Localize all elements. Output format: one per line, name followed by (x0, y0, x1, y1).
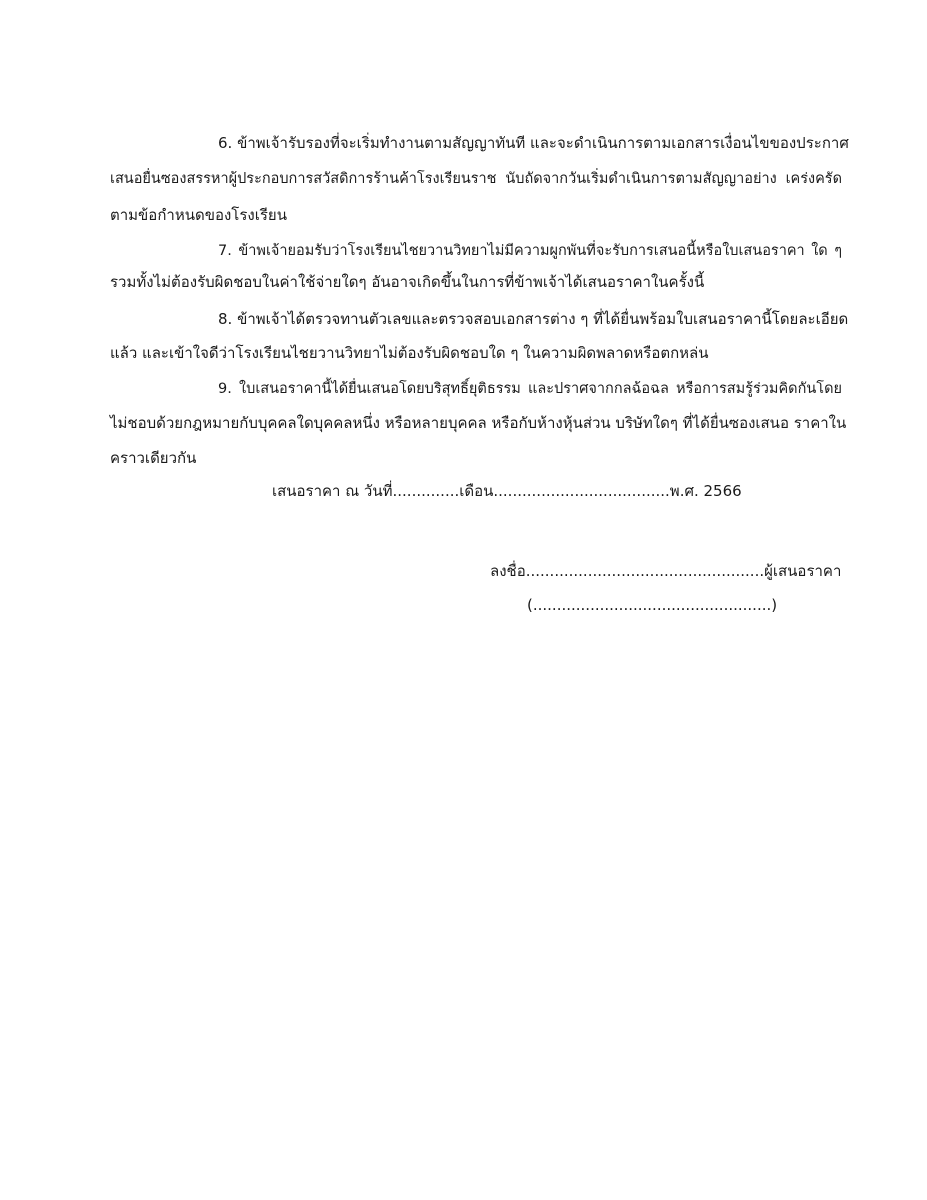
signature-line: ลงชื่อ..................................................ผู้เสนอราคา (490, 562, 842, 580)
item-6-line-3: ตามข้อกำหนดของโรงเรียน (110, 206, 287, 224)
item-6-line-1: 6. ข้าพเจ้ารับรองที่จะเริ่มทำงานตามสัญญาทันที และจะดำเนินการตามเอกสารเงื่อนไขของประกาศ (218, 134, 849, 152)
item-8-line-1: 8. ข้าพเจ้าได้ตรวจทานตัวเลขและตรวจสอบเอกสารต่าง ๆ ที่ได้ยื่นพร้อมใบเสนอราคานี้โดยละเอียด (218, 310, 849, 328)
date-line: เสนอราคา ณ วันที่..............เดือน.....................................พ.ศ. 2566 (272, 482, 742, 500)
signer-name-line: (..................................................) (527, 596, 778, 614)
item-9-line-2: ไม่ชอบด้วยกฎหมายกับบุคคลใดบุคคลหนึ่ง หรือหลายบุคคล หรือกับห้างหุ้นส่วน บริษัทใดๆ ที่ได้ยื่นซองเสนอ ราคาใน (110, 414, 847, 432)
item-9-line-3: คราวเดียวกัน (110, 449, 197, 467)
item-9-line-1: 9. ใบเสนอราคานี้ได้ยื่นเสนอโดยบริสุทธิ์ยุติธรรม และปราศจากกลฉ้อฉล หรือการสมรู้ร่วมคิดกันโดย (218, 381, 842, 397)
item-8-line-2: แล้ว และเข้าใจดีว่าโรงเรียนไชยวานวิทยาไม่ต้องรับผิดชอบใด ๆ ในความผิดพลาดหรือตกหล่น (110, 344, 709, 362)
item-6-line-2: เสนอยื่นซองสรรหาผู้ประกอบการสวัสดิการร้านค้าโรงเรียนราช นับถัดจากวันเริ่มดำเนินการตามสัญญาอย่าง เคร่งครัด (110, 171, 842, 187)
item-7-line-2: รวมทั้งไม่ต้องรับผิดชอบในค่าใช้จ่ายใดๆ อันอาจเกิดขึ้นในการที่ข้าพเจ้าได้เสนอราคาในครั้งนี้ (110, 273, 705, 291)
item-7-line-1: 7. ข้าพเจ้ายอมรับว่าโรงเรียนไชยวานวิทยาไม่มีความผูกพันที่จะรับการเสนอนี้หรือใบเสนอราคา ใด ๆ (218, 243, 842, 259)
